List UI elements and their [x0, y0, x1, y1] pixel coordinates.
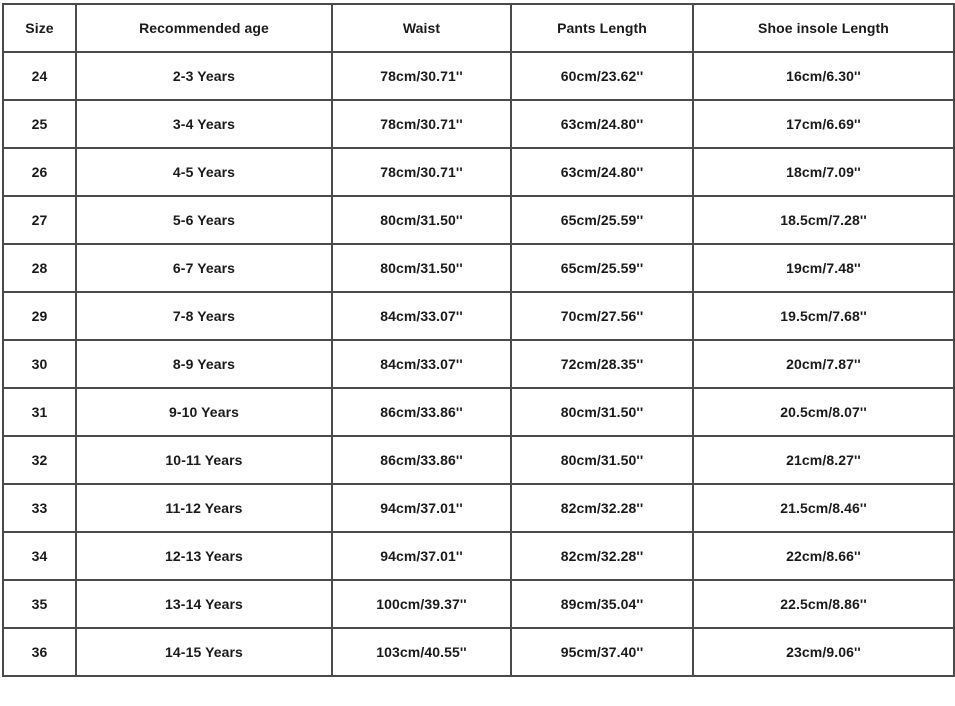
cell-age: 11-12 Years: [76, 484, 332, 532]
cell-size: 36: [3, 628, 76, 676]
cell-waist: 86cm/33.86'': [332, 388, 511, 436]
cell-age: 9-10 Years: [76, 388, 332, 436]
table-row: [3, 292, 954, 340]
table-row: [3, 196, 954, 244]
table-row: [3, 148, 954, 196]
cell-pants-length: 63cm/24.80'': [511, 100, 693, 148]
cell-pants-length: 82cm/32.28'': [511, 532, 693, 580]
size-chart-body: [3, 52, 954, 676]
cell-size: 24: [3, 52, 76, 100]
cell-age: 5-6 Years: [76, 196, 332, 244]
cell-waist: 86cm/33.86'': [332, 436, 511, 484]
cell-shoe-insole-length: 22cm/8.66'': [693, 532, 954, 580]
cell-age: 4-5 Years: [76, 148, 332, 196]
table-row: [3, 340, 954, 388]
header-row: [3, 4, 954, 52]
table-row: [3, 628, 954, 676]
cell-age: 14-15 Years: [76, 628, 332, 676]
cell-shoe-insole-length: 20cm/7.87'': [693, 340, 954, 388]
cell-pants-length: 70cm/27.56'': [511, 292, 693, 340]
cell-size: 27: [3, 196, 76, 244]
table-row: [3, 388, 954, 436]
header-pants-length: Pants Length: [511, 4, 693, 52]
cell-size: 33: [3, 484, 76, 532]
cell-age: 10-11 Years: [76, 436, 332, 484]
cell-waist: 78cm/30.71'': [332, 148, 511, 196]
cell-waist: 84cm/33.07'': [332, 340, 511, 388]
cell-shoe-insole-length: 20.5cm/8.07'': [693, 388, 954, 436]
cell-size: 31: [3, 388, 76, 436]
table-row: [3, 484, 954, 532]
cell-shoe-insole-length: 17cm/6.69'': [693, 100, 954, 148]
size-chart-table: [2, 3, 955, 677]
table-row: [3, 532, 954, 580]
cell-waist: 78cm/30.71'': [332, 52, 511, 100]
cell-waist: 94cm/37.01'': [332, 484, 511, 532]
cell-pants-length: 89cm/35.04'': [511, 580, 693, 628]
header-size: Size: [3, 4, 76, 52]
cell-age: 12-13 Years: [76, 532, 332, 580]
cell-shoe-insole-length: 22.5cm/8.86'': [693, 580, 954, 628]
cell-pants-length: 60cm/23.62'': [511, 52, 693, 100]
cell-size: 30: [3, 340, 76, 388]
table-row: [3, 52, 954, 100]
cell-waist: 94cm/37.01'': [332, 532, 511, 580]
table-row: [3, 100, 954, 148]
cell-size: 25: [3, 100, 76, 148]
cell-size: 26: [3, 148, 76, 196]
cell-size: 28: [3, 244, 76, 292]
cell-shoe-insole-length: 21cm/8.27'': [693, 436, 954, 484]
cell-shoe-insole-length: 16cm/6.30'': [693, 52, 954, 100]
cell-pants-length: 65cm/25.59'': [511, 196, 693, 244]
cell-size: 29: [3, 292, 76, 340]
cell-size: 32: [3, 436, 76, 484]
cell-pants-length: 72cm/28.35'': [511, 340, 693, 388]
cell-size: 35: [3, 580, 76, 628]
header-shoe-insole-length: Shoe insole Length: [693, 4, 954, 52]
table-row: [3, 244, 954, 292]
cell-size: 34: [3, 532, 76, 580]
cell-shoe-insole-length: 18.5cm/7.28'': [693, 196, 954, 244]
cell-waist: 80cm/31.50'': [332, 196, 511, 244]
cell-waist: 80cm/31.50'': [332, 244, 511, 292]
cell-age: 2-3 Years: [76, 52, 332, 100]
cell-age: 13-14 Years: [76, 580, 332, 628]
header-recommended-age: Recommended age: [76, 4, 332, 52]
cell-age: 8-9 Years: [76, 340, 332, 388]
table-row: [3, 436, 954, 484]
cell-shoe-insole-length: 19.5cm/7.68'': [693, 292, 954, 340]
cell-pants-length: 82cm/32.28'': [511, 484, 693, 532]
cell-waist: 103cm/40.55'': [332, 628, 511, 676]
cell-pants-length: 95cm/37.40'': [511, 628, 693, 676]
cell-shoe-insole-length: 19cm/7.48'': [693, 244, 954, 292]
size-chart-header: [3, 4, 954, 52]
cell-shoe-insole-length: 18cm/7.09'': [693, 148, 954, 196]
cell-waist: 78cm/30.71'': [332, 100, 511, 148]
cell-waist: 84cm/33.07'': [332, 292, 511, 340]
cell-shoe-insole-length: 23cm/9.06'': [693, 628, 954, 676]
cell-age: 6-7 Years: [76, 244, 332, 292]
cell-pants-length: 63cm/24.80'': [511, 148, 693, 196]
cell-shoe-insole-length: 21.5cm/8.46'': [693, 484, 954, 532]
cell-age: 7-8 Years: [76, 292, 332, 340]
cell-waist: 100cm/39.37'': [332, 580, 511, 628]
table-row: [3, 580, 954, 628]
header-waist: Waist: [332, 4, 511, 52]
cell-pants-length: 65cm/25.59'': [511, 244, 693, 292]
cell-pants-length: 80cm/31.50'': [511, 388, 693, 436]
cell-pants-length: 80cm/31.50'': [511, 436, 693, 484]
cell-age: 3-4 Years: [76, 100, 332, 148]
